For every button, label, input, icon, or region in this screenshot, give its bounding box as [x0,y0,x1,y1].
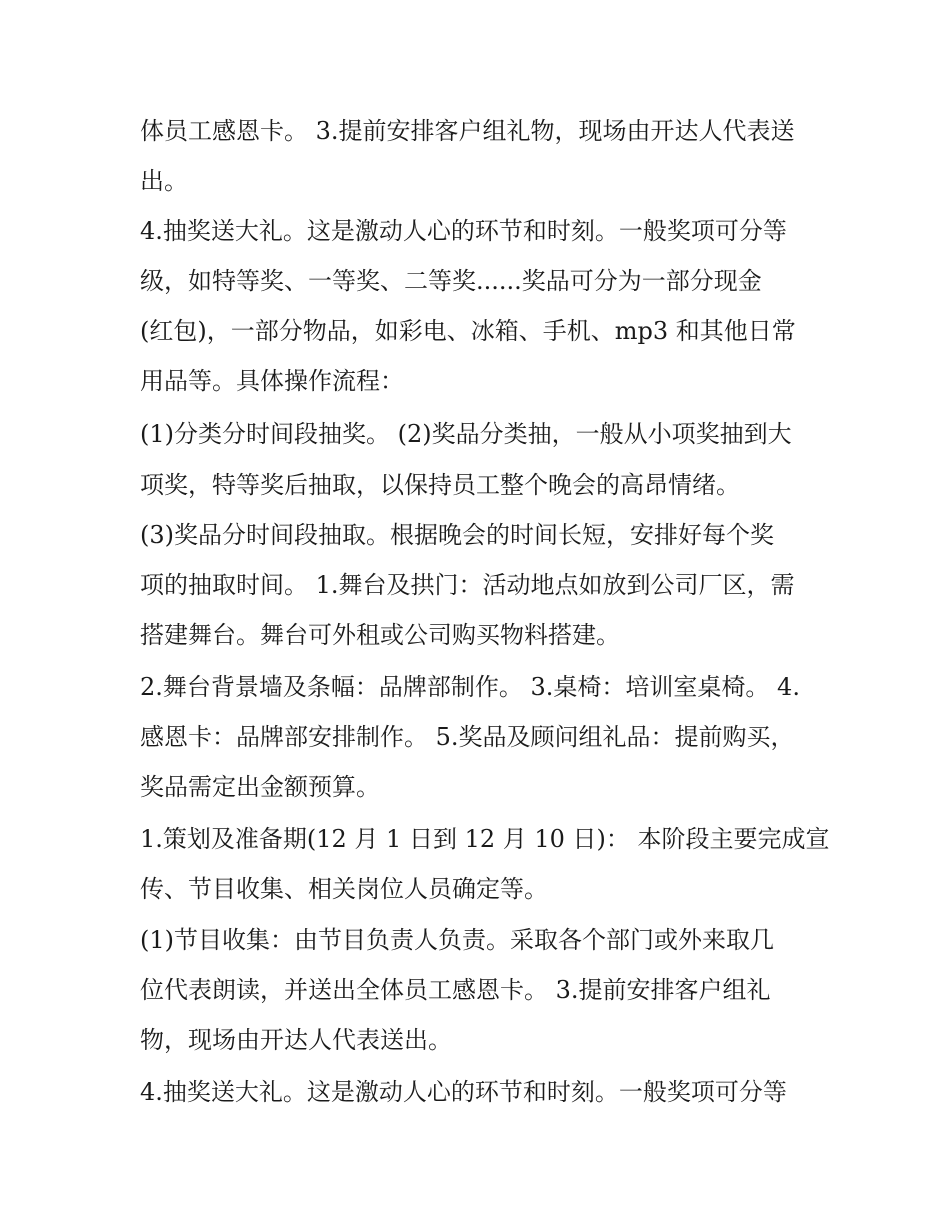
text-line: (1)分类分时间段抽奖。 (2)奖品分类抽，一般从小项奖抽到大 [140,420,792,448]
text-line: 位代表朗读，并送出全体员工感恩卡。 3.提前安排客户组礼 [140,976,771,1004]
text-line: 搭建舞台。舞台可外租或公司购买物料搭建。 [140,621,620,649]
text-line: (3)奖品分时间段抽取。根据晚会的时间长短，安排好每个奖 [140,521,774,549]
text-line: 感恩卡：品牌部安排制作。 5.奖品及顾问组礼品：提前购买， [140,723,795,751]
text-line: 体员工感恩卡。 3.提前安排客户组礼物，现场由开达人代表送 [140,117,795,145]
text-line: 用品等。具体操作流程： [140,367,404,395]
text-line: 级，如特等奖、一等奖、二等奖......奖品可分为一部分现金 [140,267,762,295]
text-line: 2.舞台背景墙及条幅：品牌部制作。 3.桌椅：培训室桌椅。 4. [140,673,800,701]
text-line: 传、节目收集、相关岗位人员确定等。 [140,875,548,903]
text-line: 项的抽取时间。 1.舞台及拱门：活动地点如放到公司厂区，需 [140,571,795,599]
text-line: 出。 [140,167,188,195]
text-line: (1)节目收集：由节目负责人负责。采取各个部门或外来取几 [140,926,774,954]
text-line: (红包)，一部分物品，如彩电、冰箱、手机、mp3 和其他日常 [140,317,796,345]
text-line: 1.策划及准备期(12 月 1 日到 12 月 10 日)： 本阶段主要完成宣 [140,825,830,853]
text-line: 奖品需定出金额预算。 [140,773,380,801]
text-line: 项奖，特等奖后抽取，以保持员工整个晚会的高昂情绪。 [140,471,740,499]
text-line: 4.抽奖送大礼。这是激动人心的环节和时刻。一般奖项可分等 [140,1078,787,1106]
text-line: 物，现场由开达人代表送出。 [140,1026,452,1054]
text-line: 4.抽奖送大礼。这是激动人心的环节和时刻。一般奖项可分等 [140,217,787,245]
